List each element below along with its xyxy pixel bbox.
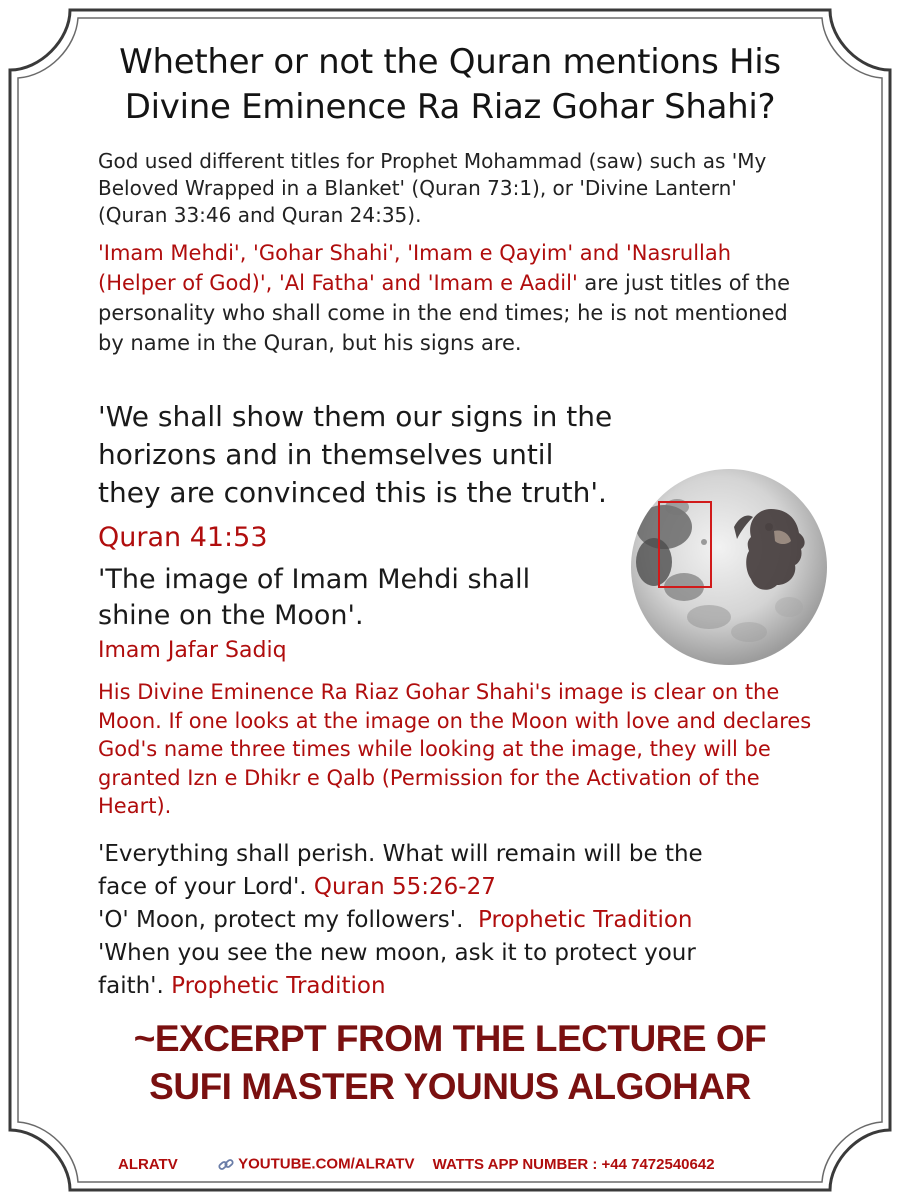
signs-quote-reference: Quran 41:53 xyxy=(98,522,268,553)
excerpt-heading xyxy=(60,1015,840,1111)
moon-quote xyxy=(98,562,618,634)
excerpt-line-2: SUFI MASTER YOUNUS ALGOHAR xyxy=(149,1066,751,1107)
titles-list: 'Imam Mehdi', 'Gohar Shahi', 'Imam e Qayim' and 'Nasrullah (Helper of God)', 'Al Fatha' and 'Imam e Aadil' xyxy=(98,241,732,295)
quote-3-line-2 xyxy=(98,970,798,1003)
signs-quote-line-3: they are convinced this is the truth'. xyxy=(98,476,607,509)
quote-1-line-1: 'Everything shall perish. What will remain will be the xyxy=(98,841,703,867)
excerpt-line-1: ~EXCERPT FROM THE LECTURE OF xyxy=(133,1018,767,1059)
titles-explanation: are just titles of the personality who shall come in the end times; he is not mentioned by name in the Quran, but his signs are. xyxy=(98,271,791,355)
title-line-2: Divine Eminence Ra Riaz Gohar Shahi? xyxy=(124,87,776,127)
quote-3-reference: Prophetic Tradition xyxy=(171,973,386,999)
moon-quote-line-1: 'The image of Imam Mehdi shall xyxy=(98,564,531,595)
quote-2 xyxy=(98,904,798,937)
moon-image xyxy=(629,467,829,667)
footer-brand: ALRATV xyxy=(118,1155,178,1173)
page-title xyxy=(60,40,840,130)
quote-3-line-1: 'When you see the new moon, ask it to protect your xyxy=(98,940,696,966)
moon-quote-line-2: shine on the Moon'. xyxy=(98,600,364,631)
quote-2-reference: Prophetic Tradition xyxy=(478,907,693,933)
quote-1-text-end: face of your Lord'. xyxy=(98,874,307,900)
moon-image-paragraph: His Divine Eminence Ra Riaz Gohar Shahi's image is clear on the Moon. If one looks at the image on the Moon with love and declares God's name three times while looking at the image, they will be granted Izn e Dhikr e Qalb (Permission for the Activation of the Heart). xyxy=(98,680,812,818)
link-icon xyxy=(218,1156,238,1173)
signs-quote xyxy=(98,398,678,512)
quote-1-reference: Quran 55:26-27 xyxy=(313,874,496,900)
quotes-block xyxy=(98,838,798,1003)
quote-2-text: 'O' Moon, protect my followers'. xyxy=(98,907,464,933)
footer-youtube-link[interactable]: YOUTUBE.COM/ALRATV xyxy=(238,1155,415,1173)
footer xyxy=(60,1155,840,1173)
title-line-1: Whether or not the Quran mentions His xyxy=(119,42,781,82)
signs-quote-line-2: horizons and in themselves until xyxy=(98,438,554,471)
signs-quote-line-1: 'We shall show them our signs in the xyxy=(98,400,613,433)
quote-1-line-2 xyxy=(98,871,798,904)
footer-whatsapp: WATTS APP NUMBER : +44 7472540642 xyxy=(432,1155,715,1173)
quote-3-text-end: faith'. xyxy=(98,973,164,999)
titles-paragraph xyxy=(98,238,798,358)
intro-paragraph: God used different titles for Prophet Mohammad (saw) such as 'My Beloved Wrapped in a Blanket' (Quran 73:1), or 'Divine Lantern' (Quran 33:46 and Quran 24:35). xyxy=(98,149,767,227)
moon-quote-reference: Imam Jafar Sadiq xyxy=(98,638,287,663)
